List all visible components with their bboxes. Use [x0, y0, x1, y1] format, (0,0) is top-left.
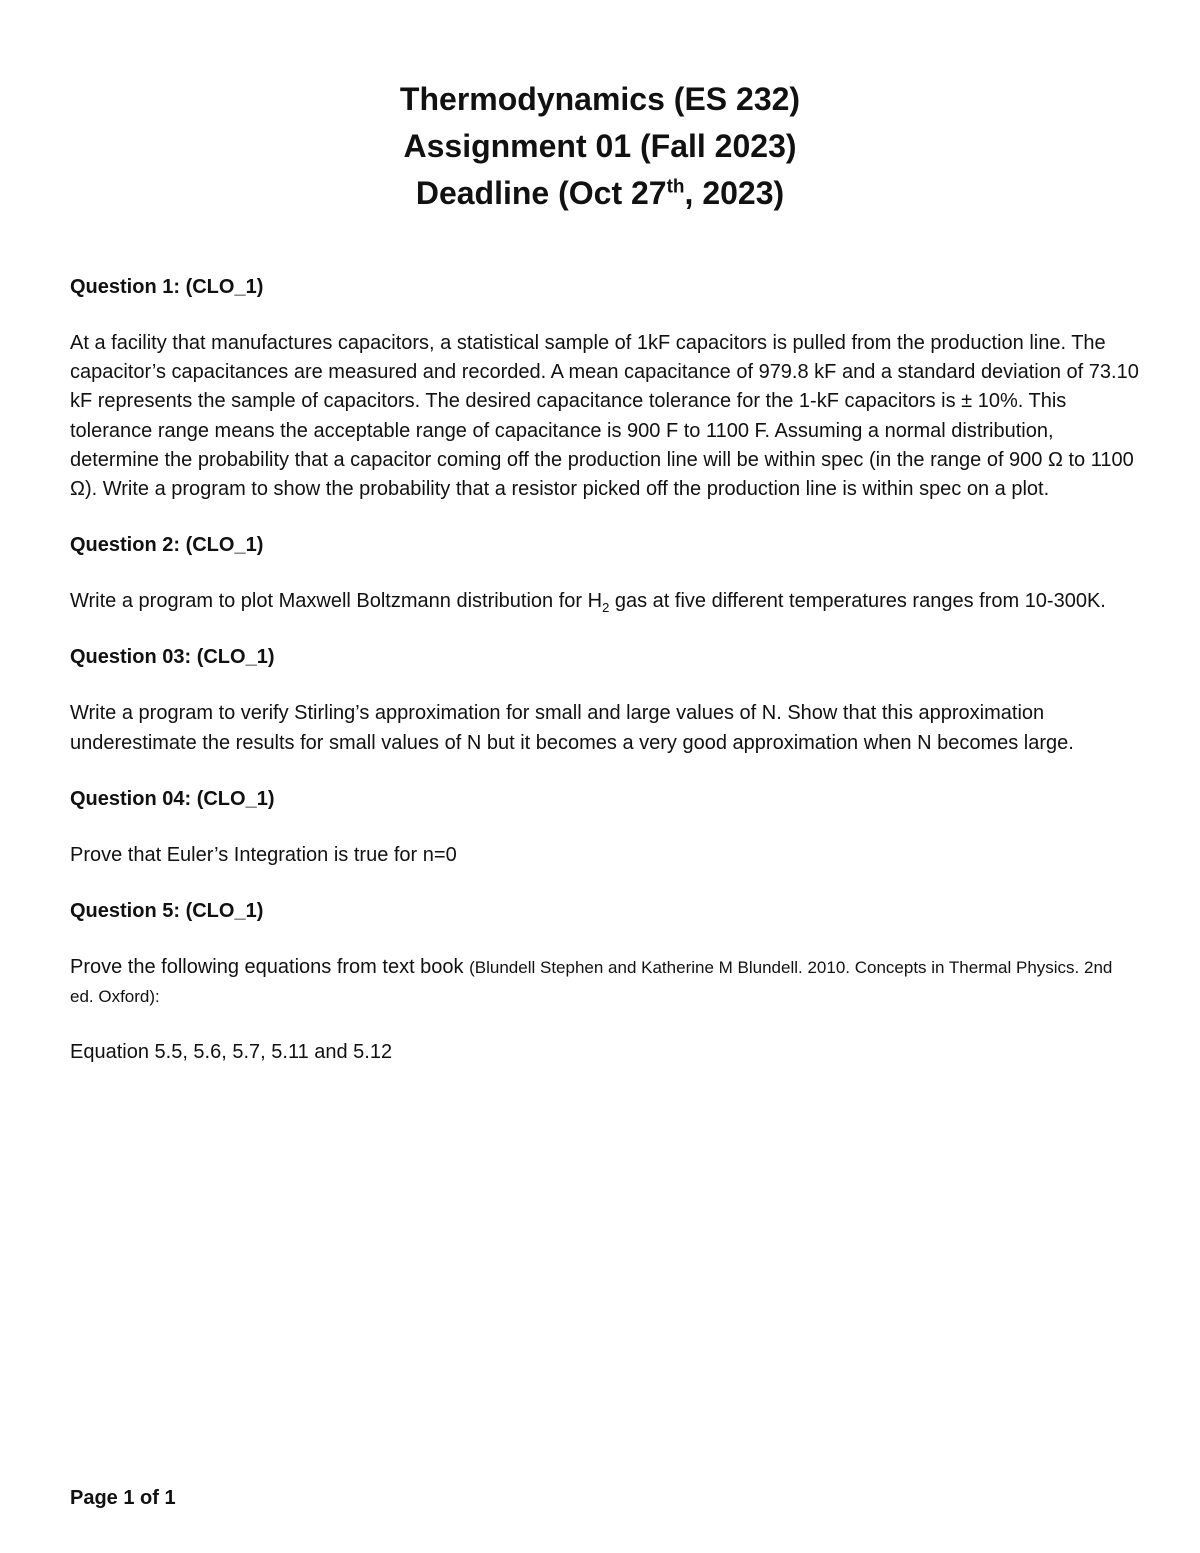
title-block	[0, 76, 1200, 217]
deadline-prefix: Deadline (Oct 27	[415, 175, 667, 211]
textbook-reference: (Blundell Stephen and Katherine M Blundell. 2010. Concepts in Thermal Physics. 2nd ed. Oxford):	[70, 958, 1113, 1007]
question-5-equations: Equation 5.5, 5.6, 5.7, 5.11 and 5.12	[70, 1041, 393, 1064]
question-5-text-main: Prove the following equations from text book	[70, 956, 470, 979]
question-4-heading: Question 04: (CLO_1)	[70, 787, 275, 810]
question-1-text: At a facility that manufactures capacitors, a statistical sample of 1kF capacitors is pulled from the production line. The capacitor’s capacitances are measured and recorded. A mean capacitance of 979.8 kF and a standard deviation of 73.10 kF represents the sample of capacitors. The desired capacitance tolerance for the 1-kF capacitors is ± 10%. This tolerance range means the acceptable range of capacitance is 900 F to 1100 F. Assuming a normal distribution, determine the probability that a capacitor coming off the production line will be within spec (in the range of 900 Ω to 1100 Ω). Write a program to show the probability that a resistor picked off the production line is within spec on a plot.	[70, 332, 1139, 501]
deadline-title	[0, 170, 1200, 217]
page-number: Page 1 of 1	[70, 1487, 176, 1509]
deadline-suffix: , 2023)	[684, 175, 785, 211]
question-2-subscript: 2	[602, 600, 610, 616]
question-4-text: Prove that Euler’s Integration is true for n=0	[70, 843, 457, 866]
question-2-text-prefix: Write a program to plot Maxwell Boltzmann distribution for H	[70, 590, 603, 613]
deadline-ordinal: th	[666, 176, 685, 198]
questions-section	[70, 273, 1140, 1095]
question-3-text: Write a program to verify Stirling’s approximation for small and large values of N. Show that this approximation underestimate the results for small values of N but it becomes a very good approximation when N becomes large.	[70, 702, 1074, 754]
question-5-heading: Question 5: (CLO_1)	[70, 900, 264, 923]
question-2-text	[70, 587, 1140, 616]
question-2-text-suffix: gas at five different temperatures ranges from 10-300K.	[609, 590, 1106, 613]
question-5-text	[70, 953, 1140, 1011]
question-1-heading: Question 1: (CLO_1)	[70, 276, 264, 298]
question-3-heading: Question 03: (CLO_1)	[70, 646, 275, 669]
course-title: Thermodynamics (ES 232)	[399, 81, 801, 117]
question-2-heading: Question 2: (CLO_1)	[70, 534, 264, 557]
assignment-title: Assignment 01 (Fall 2023)	[403, 128, 797, 164]
